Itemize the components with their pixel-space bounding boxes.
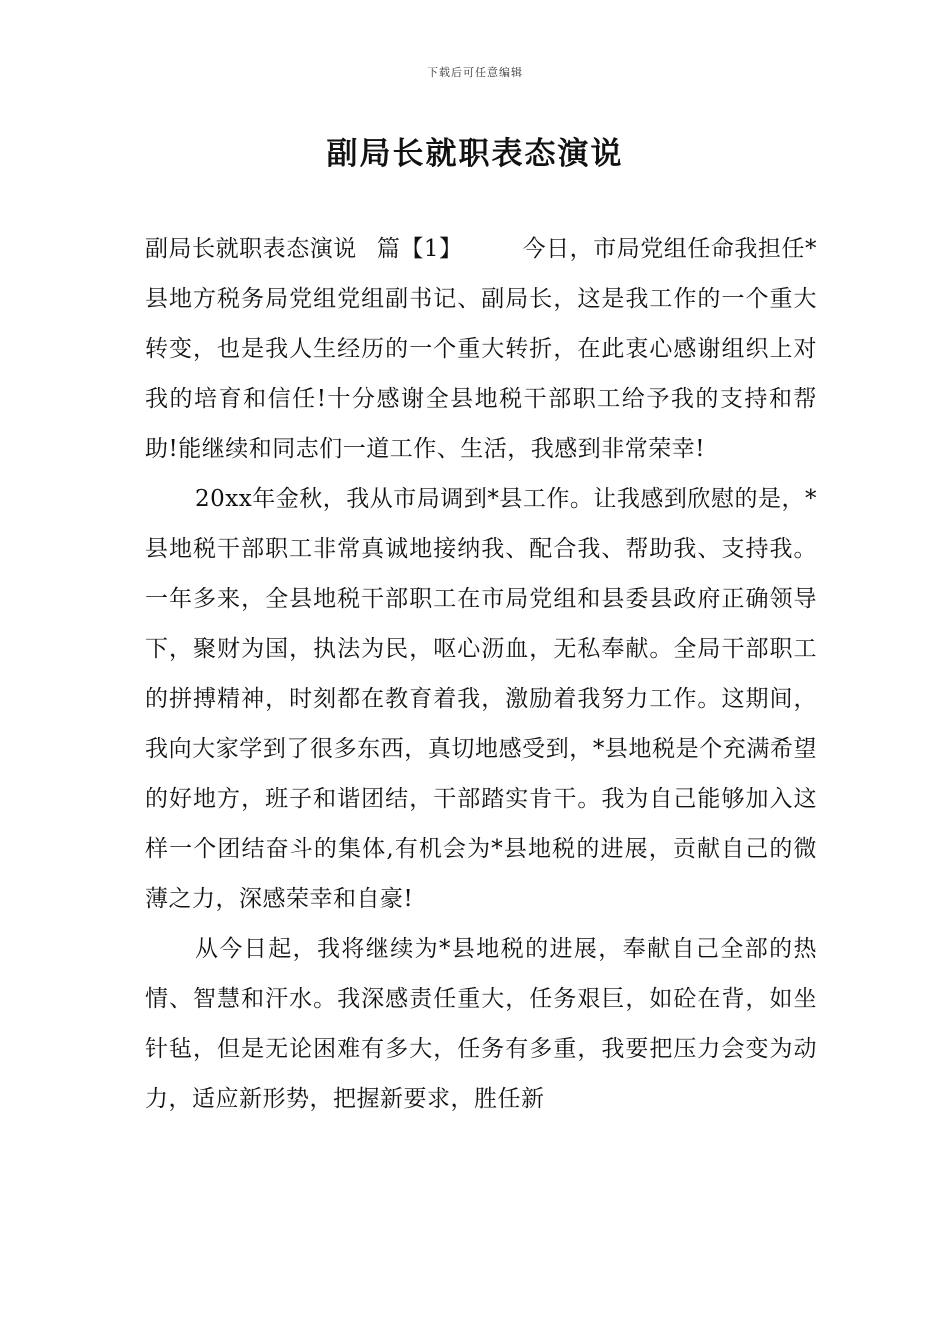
paragraph-1-text: 今日，市局党组任命我担任*县地方税务局党组党组副书记、副局长，这是我工作的一个重大转变，也是我人生经历的一个重大转折，在此衷心感谢组织上对我的培育和信任!十分感谢全县地税干部职工给予我的支持和帮助!能继续和同志们一道工作、生活，我感到非常荣幸! bbox=[145, 236, 818, 462]
document-body bbox=[145, 224, 817, 1124]
section-tag: 篇【1】 bbox=[376, 236, 463, 262]
paragraph-1 bbox=[145, 224, 817, 474]
paragraph-3: 从今日起，我将继续为*县地税的进展，奉献自己全部的热情、智慧和汗水。我深感责任重大，任务艰巨，如砼在背，如坐针毡，但是无论困难有多大，任务有多重，我要把压力会变为动力，适应新形势，把握新要求，胜任新 bbox=[145, 936, 817, 1112]
document-title: 副局长就职表态演说 bbox=[326, 136, 624, 172]
section-label: 副局长就职表态演说 bbox=[145, 236, 357, 262]
header-note: 下载后可任意编辑 bbox=[427, 66, 523, 79]
paragraph-2: 20xx年金秋，我从市局调到*县工作。让我感到欣慰的是，*县地税干部职工非常真诚地接纳我、配合我、帮助我、支持我。一年多来，全县地税干部职工在市局党组和县委县政府正确领导下，聚财为国，执法为民，呕心沥血，无私奉献。全局干部职工的拼搏精神，时刻都在教育着我，激励着我努力工作。这期间，我向大家学到了很多东西，真切地感受到，*县地税是个充满希望的好地方，班子和谐团结，干部踏实肯干。我为自己能够加入这样一个团结奋斗的集体,有机会为*县地税的进展，贡献自己的微薄之力，深感荣幸和自豪! bbox=[145, 486, 817, 912]
